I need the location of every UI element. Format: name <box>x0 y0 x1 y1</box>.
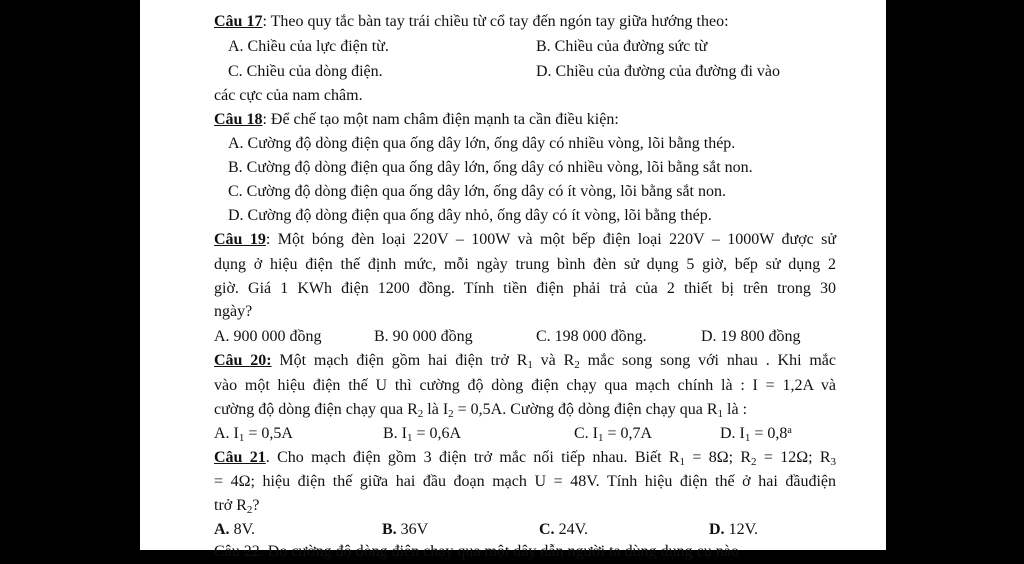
q20-l3c: = 0,5A. Cường độ dòng điện chạy qua R <box>453 401 718 418</box>
q17-number: Câu 17 <box>214 13 263 30</box>
q17-option-c: C. Chiều của dòng điện. <box>228 63 383 80</box>
q20-l1-sub1: 1 <box>527 359 533 371</box>
q21-text-line2: = 4Ω; hiệu điện thế giữa hai đầu đoạn mạch U = 48V. Tính hiệu điện thế ở hai đầuđiện <box>214 473 836 490</box>
q20-option-d <box>720 422 792 446</box>
q20-d-sub: 1 <box>744 432 751 444</box>
q17-text: : Theo quy tắc bàn tay trái chiều từ cổ tay đến ngón tay giữa hướng theo: <box>262 13 729 30</box>
q22-partial-text: Câu 22. Đo cường độ dòng điện chạy qua một dây dẫn người ta dùng dụng cụ nào <box>214 543 739 560</box>
q19-stem-line2 <box>140 253 886 277</box>
q19-number: Câu 19 <box>214 231 266 248</box>
q17-options-row2 <box>140 60 886 84</box>
q21-a-val: 8V. <box>229 521 256 538</box>
q20-c-sub: 1 <box>598 432 604 444</box>
q17-option-b: B. Chiều của đường sức từ <box>536 38 708 55</box>
q21-l3a: trở R <box>214 497 247 514</box>
q19-text-line3: giờ. Giá 1 KWh điện 1200 đồng. Tính tiền điện phải trả của 2 thiết bị trên trong 30 <box>214 280 836 297</box>
q20-l3-sub2: 2 <box>448 408 454 420</box>
q19-stem-line4 <box>140 300 886 324</box>
q20-stem-line3 <box>140 398 886 422</box>
q20-b-sub: 1 <box>407 432 413 444</box>
q21-l3-sub: 2 <box>246 504 253 516</box>
q20-a-pre: A. I <box>214 425 239 442</box>
q19-text-line4: ngày? <box>214 303 253 320</box>
q20-stem-line2 <box>140 374 886 398</box>
q18-option-a <box>140 132 886 156</box>
q20-l3b: là I <box>423 401 449 418</box>
q19-option-b: B. 90 000 đồng <box>374 328 473 345</box>
q20-d-post: = 0,8 <box>750 425 788 442</box>
q20-c-post: = 0,7A <box>603 425 653 442</box>
q21-c-letter: C. <box>539 521 555 538</box>
q21-l3b: ? <box>252 497 260 514</box>
q18-text: : Để chế tạo một nam châm điện mạnh ta cần điều kiện: <box>262 111 619 128</box>
q21-d-letter: D. <box>709 521 725 538</box>
q22-partial-line <box>214 540 739 560</box>
q19-text-line1: : Một bóng đèn loại 220V – 100W và một bếp điện loại 220V – 1000W được sử <box>265 231 837 248</box>
q18-stem <box>140 108 886 132</box>
q21-l1a: . Cho mạch điện gồm 3 điện trở mắc nối tiếp nhau. Biết R <box>265 449 680 466</box>
q18-option-b <box>140 156 886 180</box>
q20-options <box>140 422 886 446</box>
q20-d-sup: a <box>787 425 792 436</box>
q20-option-a <box>214 422 293 446</box>
q21-stem-line2 <box>140 470 886 494</box>
q21-b-letter: B. <box>382 521 397 538</box>
q20-l3d: là : <box>723 401 748 418</box>
q20-l1-sub2: 2 <box>574 359 580 371</box>
q19-text-line2: dụng ở hiệu điện thế định mức, mỗi ngày trung bình đèn sử dụng 5 giờ, bếp sử dụng 2 <box>214 256 836 273</box>
q18-option-c-text: C. Cường độ dòng điện qua ống dây lớn, ống dây có ít vòng, lõi bằng sắt non. <box>228 183 726 200</box>
q18-option-b-text: B. Cường độ dòng điện qua ống dây lớn, ống dây có nhiều vòng, lõi bằng sắt non. <box>228 159 753 176</box>
q20-a-post: = 0,5A <box>244 425 293 442</box>
q18-number: Câu 18 <box>214 111 263 128</box>
q17-option-d-continued <box>140 84 886 108</box>
q20-a-sub: 1 <box>238 432 245 444</box>
q19-option-c: C. 198 000 đồng. <box>536 328 647 345</box>
q20-l1a: Một mạch điện gồm hai điện trở R <box>271 352 528 369</box>
q21-number: Câu 21 <box>214 449 266 466</box>
q20-text-line2: vào một hiệu điện thế U thì cường độ dòng điện chạy qua mạch chính là : I = 1,2A và <box>214 377 836 394</box>
q21-option-a <box>214 518 255 542</box>
q20-l3-sub1: 2 <box>417 408 424 420</box>
q20-option-b <box>383 422 461 446</box>
q20-l3-sub3: 1 <box>717 408 724 420</box>
q17-stem <box>140 10 886 34</box>
q17-options-row1 <box>140 35 886 59</box>
q19-stem-line3 <box>140 277 886 301</box>
q19-option-d: D. 19 800 đồng <box>701 328 801 345</box>
q21-c-val: 24V. <box>554 521 589 538</box>
q20-d-pre: D. I <box>720 425 745 442</box>
q20-l3a: cường độ dòng điện chạy qua R <box>214 401 418 418</box>
q21-b-val: 36V <box>396 521 429 538</box>
q18-option-d <box>140 204 886 228</box>
q21-options <box>140 518 886 542</box>
q20-l1b: và R <box>532 352 575 369</box>
q18-option-c <box>140 180 886 204</box>
q21-l1c: = 12Ω; R <box>756 449 831 466</box>
q19-option-a: A. 900 000 đồng <box>214 328 322 345</box>
q19-options <box>140 325 886 349</box>
q21-d-val: 12V. <box>724 521 759 538</box>
q21-l1-sub2: 2 <box>751 456 757 468</box>
q21-option-b <box>382 518 428 542</box>
q17-option-d-cont-text: các cực của nam châm. <box>214 87 363 104</box>
q21-option-c <box>539 518 588 542</box>
q21-option-d <box>709 518 758 542</box>
q17-option-a: A. Chiều của lực điện từ. <box>228 38 389 55</box>
q20-option-c <box>574 422 652 446</box>
q20-b-pre: B. I <box>383 425 407 442</box>
q21-stem-line1 <box>140 446 886 470</box>
q20-number: Câu 20: <box>214 352 272 369</box>
q21-a-letter: A. <box>214 521 230 538</box>
q20-c-pre: C. I <box>574 425 598 442</box>
q19-stem-line1 <box>140 228 886 252</box>
q20-stem-line1 <box>140 349 886 373</box>
q17-option-d: D. Chiều của đường của đường đi vào <box>536 63 780 80</box>
q20-l1c: mắc song song với nhau . Khi mắc <box>579 352 836 369</box>
q21-stem-line3 <box>140 494 886 518</box>
q18-option-d-text: D. Cường độ dòng điện qua ống dây nhỏ, ống dây có ít vòng, lõi bằng thép. <box>228 207 712 224</box>
q20-b-post: = 0,6A <box>412 425 462 442</box>
q18-option-a-text: A. Cường độ dòng điện qua ống dây lớn, ống dây có nhiều vòng, lõi bằng thép. <box>228 135 736 152</box>
q21-l1b: = 8Ω; R <box>685 449 752 466</box>
q21-l1-sub3: 3 <box>830 456 837 468</box>
q21-l1-sub1: 1 <box>679 456 686 468</box>
document-page <box>140 0 886 560</box>
